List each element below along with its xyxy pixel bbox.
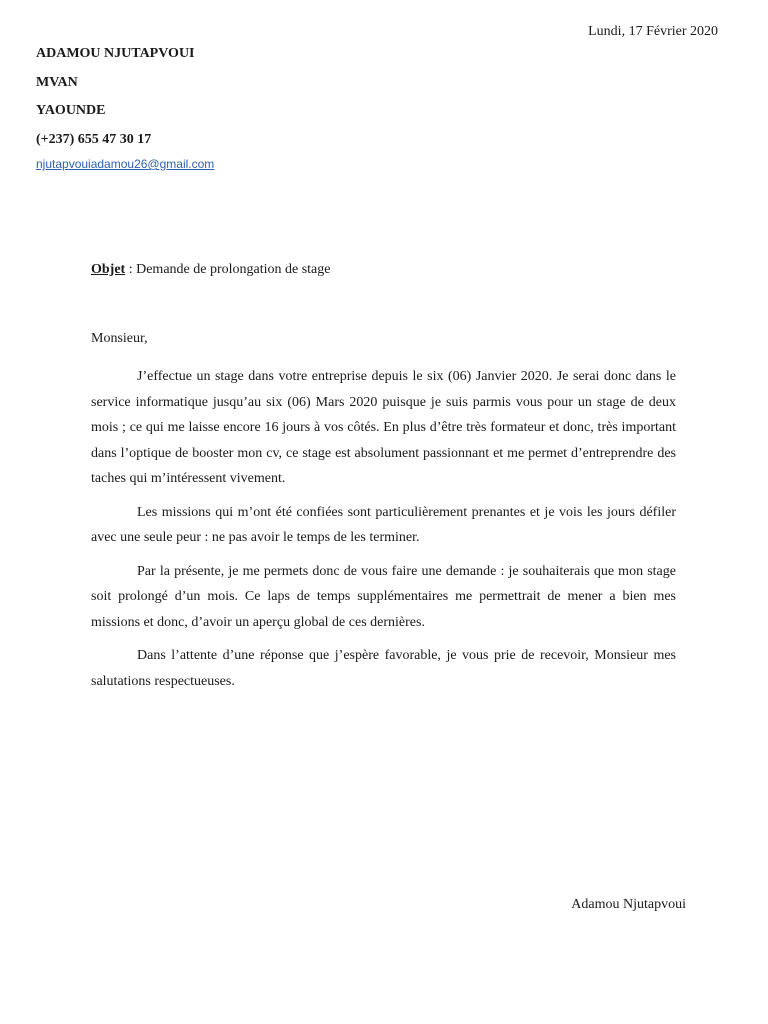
sender-district: MVAN	[36, 74, 78, 90]
salutation: Monsieur,	[91, 331, 148, 346]
subject-line	[91, 262, 331, 278]
subject-text: Demande de prolongation de stage	[136, 262, 331, 277]
body-paragraph-2: Les missions qui m’ont été confiées sont particulièrement prenantes et je vois les jours défiler avec une seule peur : ne pas avoir le temps de les terminer.	[91, 504, 676, 545]
body-paragraph-1: J’effectue un stage dans votre entreprise depuis le six (06) Janvier 2020. Je serai donc dans le service informatique jusqu’au six (06) Mars 2020 puisque je suis parmis vous pour un stage de deux mois ; ce qui me laisse encore 16 jours à vos côtés. En plus d’être très formateur et donc, très important dans l’optique de booster mon cv, ce stage est absolument passionnant et me permet d’entreprendre des taches qui m’intéressent vivement.	[91, 369, 676, 486]
subject-separator: :	[125, 262, 137, 277]
letter-date: Lundi, 17 Février 2020	[588, 24, 718, 39]
sender-city: YAOUNDE	[36, 103, 106, 118]
body-paragraph-4: Dans l’attente d’une réponse que j’espère favorable, je vous prie de recevoir, Monsieur mes salutations respectueuses.	[91, 648, 676, 689]
signature: Adamou Njutapvoui	[571, 897, 686, 912]
sender-email-link[interactable]: njutapvouiadamou26@gmail.com	[36, 157, 215, 171]
sender-name: ADAMOU NJUTAPVOUI	[36, 46, 195, 61]
body-paragraph-3: Par la présente, je me permets donc de vous faire une demande : je souhaiterais que mon stage soit prolongé d’un mois. Ce laps de temps supplémentaires me permettrait de mener a bien mes missions et donc, d’avoir un aperçu global de ces dernières.	[91, 563, 676, 630]
sender-phone: (+237) 655 47 30 17	[36, 131, 152, 147]
subject-label: Objet	[91, 262, 126, 277]
sender-block	[36, 46, 195, 160]
letter-body	[91, 364, 676, 702]
